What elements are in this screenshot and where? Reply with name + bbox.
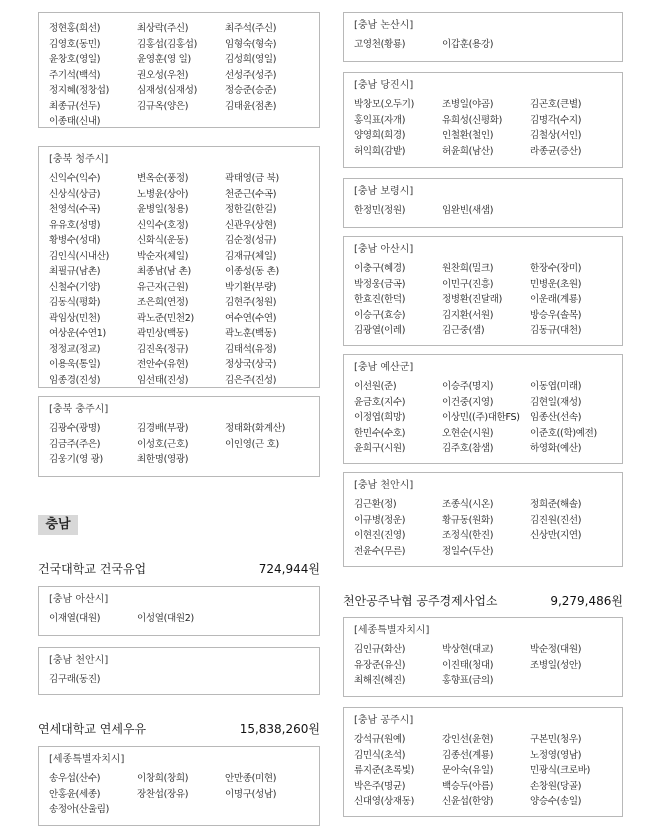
member-name: 임형숙(형숙)	[225, 38, 277, 50]
member-name: 황규동(원화)	[442, 514, 494, 526]
member-box	[343, 472, 623, 567]
member-name: 곽태영(금 북)	[225, 173, 279, 184]
member-name: 김태석(유정)	[225, 343, 277, 355]
member-name: 곽임상(민천)	[49, 312, 101, 324]
member-name: 노병윤(상아)	[137, 188, 189, 200]
name-grid	[49, 421, 319, 468]
member-name: 이동엽(미래)	[530, 381, 582, 392]
member-name: 김근환(정)	[354, 499, 397, 510]
member-name: 김재규(체일)	[225, 250, 277, 262]
member-name: 신익수(익수)	[49, 173, 101, 184]
member-name: 박기환(부량)	[225, 281, 277, 293]
member-name: 여상운(수연1)	[49, 328, 106, 339]
member-name: 주기석(백석)	[49, 69, 101, 81]
member-name: 김순정(성규)	[225, 235, 277, 246]
name-grid	[354, 203, 622, 219]
member-name: 정병환(진달래)	[442, 294, 503, 305]
org-name: 연세대학교 연세우유	[38, 722, 147, 736]
member-name: 김은주(진성)	[225, 374, 277, 386]
member-name: 신화식(운동)	[137, 235, 189, 246]
member-name: 손창원(당골)	[530, 780, 582, 792]
region-title: [충북 청주시]	[49, 154, 109, 165]
member-name: 정희준(해솔)	[530, 499, 582, 510]
member-name: 최상락(주신)	[137, 23, 189, 34]
member-name: 이승구(효승)	[354, 309, 406, 321]
member-box	[343, 12, 623, 62]
member-name: 이준호((학)예전)	[530, 427, 597, 439]
member-name: 천영석(수곡)	[49, 204, 101, 215]
member-name: 박순자(체일)	[137, 250, 189, 262]
org-header	[343, 592, 623, 610]
member-name: 김인식(시내산)	[49, 250, 110, 262]
member-name: 정승준(승준)	[225, 85, 277, 96]
member-name: 박상현(대교)	[442, 644, 494, 655]
org-header	[38, 720, 320, 738]
member-name: 정태화(화계산)	[225, 423, 286, 434]
member-name: 신상식(상금)	[49, 188, 101, 200]
member-name: 김현일(재성)	[530, 396, 582, 408]
member-name: 백승두(아름)	[442, 780, 494, 792]
member-name: 안홍윤(세종)	[49, 788, 101, 800]
org-name: 건국대학교 건국유업	[38, 562, 147, 576]
member-name: 고영천(황룡)	[354, 39, 406, 50]
member-name: 김홍섭(김홍섭)	[137, 38, 198, 50]
region-title: [충남 예산군]	[354, 362, 414, 373]
member-name: 정현홍(희선)	[49, 23, 101, 34]
member-name: 허익희(감밭)	[354, 145, 406, 157]
member-name: 임종경(진성)	[49, 374, 101, 386]
member-name: 송우섭(산수)	[49, 773, 101, 784]
member-name: 조병일(야곰)	[442, 99, 494, 110]
member-name: 신대영(상재동)	[354, 796, 415, 807]
member-name: 윤창호(영일)	[49, 54, 101, 65]
member-name: 양승수(송일)	[530, 796, 582, 807]
member-name: 이건중(지영)	[442, 396, 494, 408]
member-name: 하영화(예산)	[530, 443, 582, 454]
member-name: 곽민상(백동)	[137, 328, 189, 339]
name-grid	[354, 97, 622, 159]
member-name: 최종남(남 촌)	[137, 266, 191, 277]
member-name: 이성열(대원2)	[137, 613, 194, 624]
member-name: 유유호(성명)	[49, 219, 101, 231]
member-name: 한민수(수호)	[354, 427, 406, 439]
member-name: 최주석(주신)	[225, 23, 277, 34]
member-name: 김진옥(정규)	[137, 343, 189, 355]
member-name: 김민식(초석)	[354, 749, 406, 761]
region-title: [충남 천안시]	[49, 655, 109, 666]
member-name: 이종태(신내)	[49, 116, 101, 127]
member-name: 심재성(심재성)	[137, 85, 198, 96]
member-name: 안만종(미현)	[225, 773, 277, 784]
name-grid	[49, 672, 319, 688]
member-name: 이정엽(희망)	[354, 412, 406, 423]
member-name: 조병일(성안)	[530, 659, 582, 671]
member-name: 김종선(계룡)	[442, 749, 494, 761]
member-name: 이용욱(통일)	[49, 359, 101, 370]
name-grid	[354, 261, 622, 339]
org-header	[38, 560, 320, 578]
member-name: 장찬섭(장유)	[137, 788, 189, 800]
member-name: 김광수(광명)	[49, 423, 101, 434]
name-grid	[354, 37, 622, 53]
member-name: 이재열(대원)	[49, 613, 101, 624]
region-title: [충남 당진시]	[354, 80, 414, 91]
member-name: 조은희(연정)	[137, 297, 189, 308]
member-name: 김동규(대천)	[530, 325, 582, 336]
member-name: 박순정(대원)	[530, 644, 582, 655]
member-name: 한정민(정원)	[354, 205, 406, 216]
member-name: 박은주(명균)	[354, 780, 406, 792]
org-name: 천안공주낙협 공주경제사업소	[343, 594, 498, 608]
member-name: 이성호(근호)	[137, 438, 189, 450]
name-grid	[354, 379, 622, 457]
member-name: 김인규(화산)	[354, 644, 406, 655]
member-name: 홍익표(자개)	[354, 114, 406, 126]
name-grid	[49, 21, 319, 130]
name-grid	[354, 497, 622, 559]
member-name: 김주호(참샘)	[442, 443, 494, 454]
member-name: 신윤섭(한양)	[442, 796, 494, 807]
member-name: 허윤희(남산)	[442, 145, 494, 157]
region-title: [충남 아산시]	[49, 594, 109, 605]
member-name: 정한길(한길)	[225, 204, 277, 215]
member-name: 송정아(산울림)	[49, 804, 110, 815]
member-name: 강인선(윤현)	[442, 734, 494, 745]
member-name: 전안수(유현)	[137, 359, 189, 370]
member-name: 최필규(남촌)	[49, 266, 101, 277]
member-name: 신익수(호정)	[137, 219, 189, 231]
member-name: 권오성(우천)	[137, 69, 189, 81]
member-box	[38, 647, 320, 695]
member-name: 선성주(성주)	[225, 69, 277, 81]
member-name: 이창희(창희)	[137, 773, 189, 784]
member-box	[38, 746, 320, 826]
region-title: [충북 충주시]	[49, 404, 109, 415]
member-name: 신철수(기양)	[49, 281, 101, 293]
member-name: 이갑훈(용강)	[442, 39, 494, 50]
member-name: 정일수(두산)	[442, 545, 494, 557]
member-name: 노정영(영남)	[530, 749, 582, 761]
member-name: 최한명(영광)	[137, 454, 189, 465]
member-name: 이명구(성남)	[225, 788, 277, 800]
member-name: 윤영훈(영 일)	[137, 54, 191, 65]
member-name: 김철상(서인)	[530, 130, 582, 141]
member-name: 양영희(희경)	[354, 130, 406, 141]
member-name: 구본민(청우)	[530, 734, 582, 745]
member-name: 최해진(해진)	[354, 675, 406, 686]
member-name: 이민구(진흥)	[442, 278, 494, 290]
member-name: 김현주(청원)	[225, 297, 277, 308]
member-name: 김구래(동진)	[49, 674, 101, 685]
member-name: 김태윤(점촌)	[225, 100, 277, 112]
member-box	[343, 72, 623, 168]
member-name: 이종성(동 촌)	[225, 266, 279, 277]
member-name: 임완빈(새샘)	[442, 205, 494, 216]
name-grid	[49, 611, 319, 627]
org-amount: 724,944원	[258, 562, 320, 576]
member-name: 이충구(혜경)	[354, 263, 406, 274]
region-title: [세종특별자치시]	[354, 625, 430, 636]
member-name: 민광식(크로바)	[530, 765, 591, 776]
member-box	[38, 146, 320, 388]
region-title: [세종특별자치시]	[49, 754, 125, 765]
org-amount: 15,838,260원	[239, 722, 320, 736]
member-name: 이진태(청대)	[442, 659, 494, 671]
region-title: [충남 아산시]	[354, 244, 414, 255]
member-name: 류지준(초록빛)	[354, 765, 415, 776]
member-name: 라종균(증산)	[530, 145, 582, 157]
member-name: 김동식(평화)	[49, 297, 101, 308]
member-box	[38, 12, 320, 128]
member-name: 정상국(상국)	[225, 359, 277, 370]
member-name: 이승주(명지)	[442, 381, 494, 392]
member-name: 김명각(수지)	[530, 114, 582, 126]
member-name: 신상만(지연)	[530, 530, 582, 541]
member-name: 천준근(수곡)	[225, 188, 277, 200]
member-name: 홍향표(금의)	[442, 675, 494, 686]
member-name: 박창모(오두기)	[354, 99, 415, 110]
name-grid	[49, 171, 319, 388]
member-name: 여수연(수연)	[225, 312, 277, 324]
member-name: 김진원(진선)	[530, 514, 582, 526]
member-name: 박정웅(금곡)	[354, 278, 406, 290]
member-name: 이인영(근 호)	[225, 438, 279, 450]
member-name: 민병운(초원)	[530, 278, 582, 290]
member-name: 임종산(선속)	[530, 412, 582, 423]
member-name: 이운래(계룡)	[530, 294, 582, 305]
member-name: 김경배(부광)	[137, 423, 189, 434]
name-grid	[49, 771, 319, 818]
member-name: 원찬희(밀크)	[442, 263, 494, 274]
member-name: 김금주(주은)	[49, 438, 101, 450]
region-title: [충남 보령시]	[354, 186, 414, 197]
member-name: 윤병일(청용)	[137, 204, 189, 215]
member-name: 이현진(진영)	[354, 530, 406, 541]
member-name: 한장수(장미)	[530, 263, 582, 274]
name-grid	[354, 732, 622, 810]
member-name: 한효진(한덕)	[354, 294, 406, 305]
member-name: 김성희(영일)	[225, 54, 277, 65]
member-name: 김영호(동민)	[49, 38, 101, 50]
member-name: 김웅기(영 광)	[49, 454, 103, 465]
member-name: 김근중(샘)	[442, 325, 485, 336]
member-name: 이선원(준)	[354, 381, 397, 392]
member-box	[38, 586, 320, 636]
member-box	[343, 354, 623, 464]
member-name: 김규옥(양은)	[137, 100, 189, 112]
region-tag: 충남	[38, 515, 78, 535]
member-name: 전윤수(무른)	[354, 545, 406, 557]
member-name: 김지환(서원)	[442, 309, 494, 321]
member-box	[343, 236, 623, 346]
member-name: 유근자(근원)	[137, 281, 189, 293]
member-name: 오현순(시원)	[442, 427, 494, 439]
org-amount: 9,279,486원	[550, 594, 623, 608]
region-title: [충남 논산시]	[354, 20, 414, 31]
member-name: 임선태(진성)	[137, 374, 189, 386]
member-name: 문아숙(유일)	[442, 765, 494, 776]
member-name: 황병수(성대)	[49, 235, 101, 246]
member-name: 곽노훈(백동)	[225, 328, 277, 339]
member-name: 인철환(철인)	[442, 130, 494, 141]
region-title: [충남 천안시]	[354, 480, 414, 491]
member-name: 신관우(상현)	[225, 219, 277, 231]
member-name: 이규병(정운)	[354, 514, 406, 526]
member-name: 윤금호(지수)	[354, 396, 406, 408]
member-box	[38, 396, 320, 477]
member-name: 변옥순(풍정)	[137, 173, 189, 184]
member-box	[343, 178, 623, 228]
member-name: 조종식(시온)	[442, 499, 494, 510]
member-name: 유장준(유신)	[354, 659, 406, 671]
member-name: 윤희구(시원)	[354, 443, 406, 454]
member-box	[343, 707, 623, 817]
member-name: 최종규(선두)	[49, 100, 101, 112]
member-name: 이상민((주)대한FS)	[442, 412, 520, 423]
member-name: 정정교(정교)	[49, 343, 101, 355]
name-grid	[354, 642, 622, 689]
member-name: 정지혜(정창섭)	[49, 85, 110, 96]
member-name: 유희성(신평화)	[442, 114, 503, 126]
member-box	[343, 617, 623, 697]
member-name: 방승우(솔목)	[530, 309, 582, 321]
member-name: 조정식(한진)	[442, 530, 494, 541]
region-title: [충남 공주시]	[354, 715, 414, 726]
member-name: 곽노준(민천2)	[137, 312, 194, 324]
member-name: 김곤호(큰별)	[530, 99, 582, 110]
member-name: 강석규(원예)	[354, 734, 406, 745]
member-name: 김광열(이레)	[354, 325, 406, 336]
